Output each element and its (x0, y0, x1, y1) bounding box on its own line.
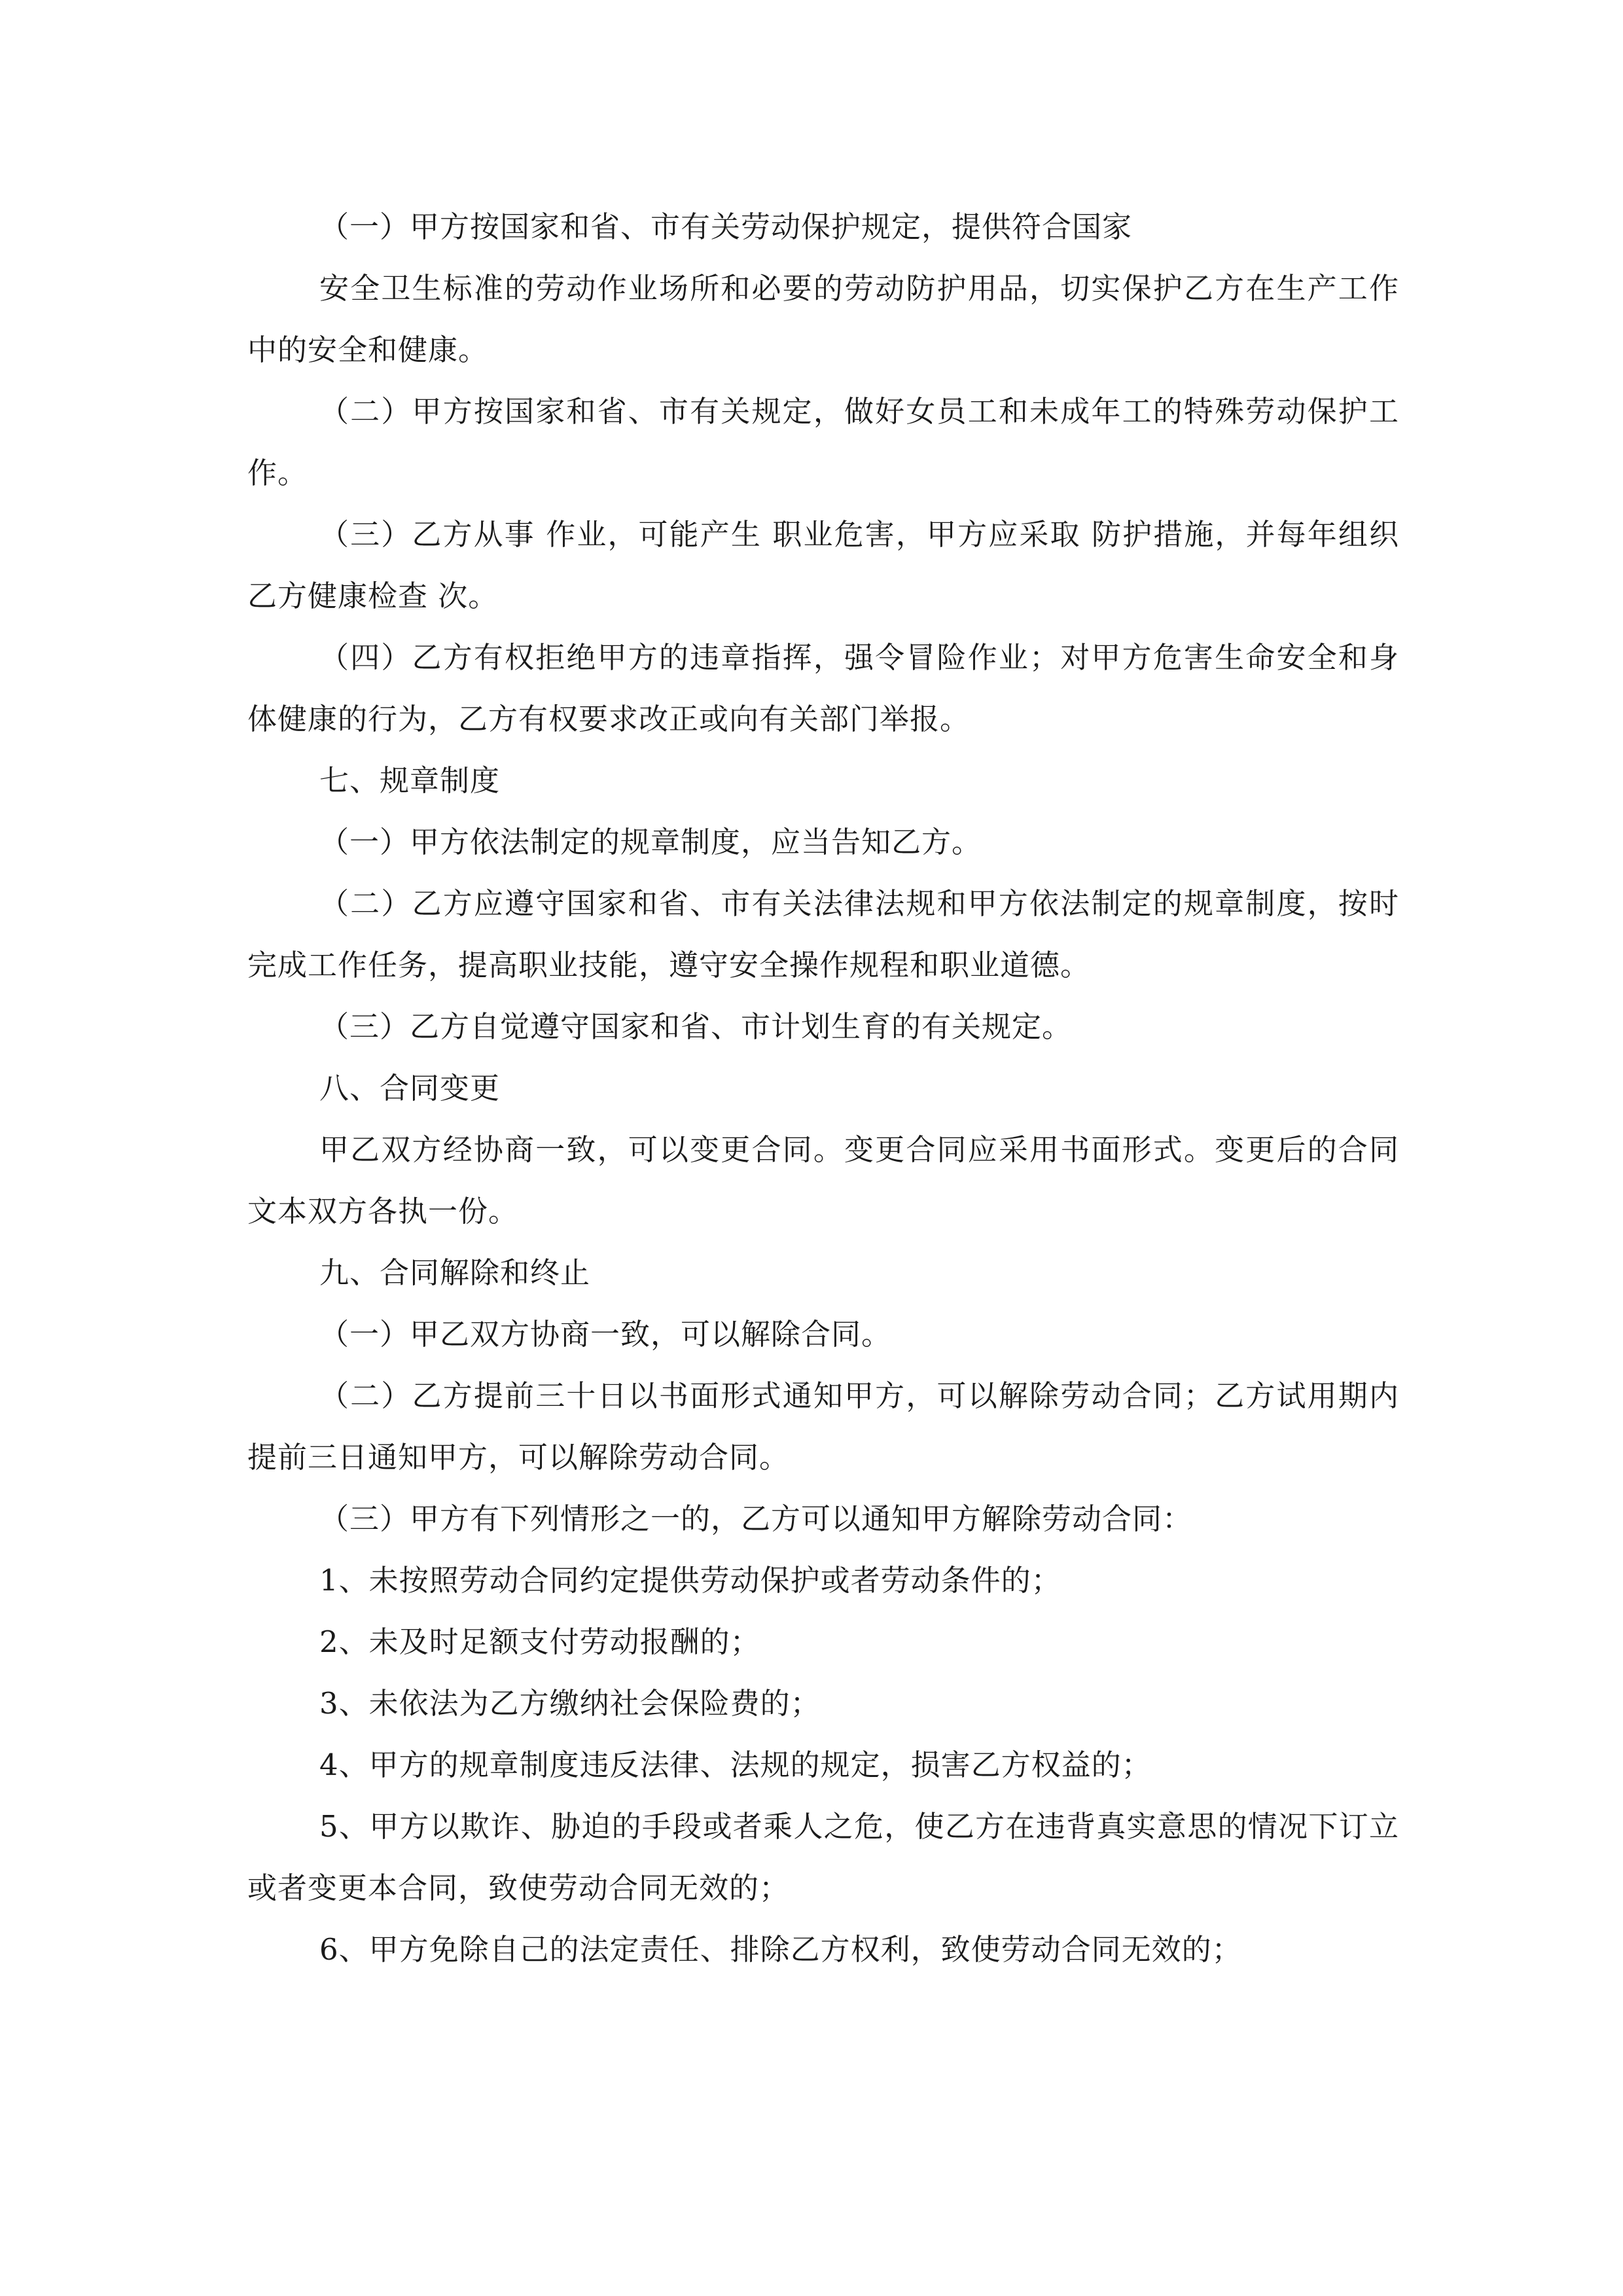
section-heading-rules: 七、规章制度 (319, 763, 501, 798)
clause-7-1: （一）甲方依法制定的规章制度，应当告知乙方。 (319, 825, 982, 859)
clause-8-body: 甲乙双方经协商一致，可以变更合同。变更合同应采用书面形式。变更后的合同文本双方各执一份。 (247, 1132, 1399, 1229)
clause-9-3: （三）甲方有下列情形之一的，乙方可以通知甲方解除劳动合同： (319, 1501, 1193, 1536)
list-item-1: 1、未按照劳动合同约定提供劳动保护或者劳动条件的； (319, 1563, 1061, 1598)
clause-6-2: （二）甲方按国家和省、市有关规定，做好女员工和未成年工的特殊劳动保护工作。 (247, 394, 1399, 490)
clause-7-3: （三）乙方自觉遵守国家和省、市计划生育的有关规定。 (319, 1009, 1073, 1044)
clause-9-2: （二）乙方提前三十日以书面形式通知甲方，可以解除劳动合同；乙方试用期内提前三日通知甲方，可以解除劳动合同。 (247, 1378, 1399, 1475)
document-page (247, 196, 1399, 1981)
section-heading-contract-change: 八、合同变更 (319, 1071, 501, 1105)
clause-6-1-part2: 安全卫生标准的劳动作业场所和必要的劳动防护用品，切实保护乙方在生产工作中的安全和健康。 (247, 271, 1399, 367)
list-item-3: 3、未依法为乙方缴纳社会保险费的； (319, 1686, 821, 1721)
list-item-4: 4、甲方的规章制度违反法律、法规的规定，损害乙方权益的； (319, 1748, 1152, 1782)
clause-9-1: （一）甲乙双方协商一致，可以解除合同。 (319, 1317, 892, 1352)
clause-6-3: （三）乙方从事 作业，可能产生 职业危害，甲方应采取 防护措施，并每年组织乙方健康检查 次。 (247, 517, 1399, 613)
list-item-2: 2、未及时足额支付劳动报酬的； (319, 1624, 760, 1659)
clause-6-4: （四）乙方有权拒绝甲方的违章指挥，强令冒险作业；对甲方危害生命安全和身体健康的行为，乙方有权要求改正或向有关部门举报。 (247, 640, 1399, 736)
clause-6-1-part1: （一）甲方按国家和省、市有关劳动保护规定，提供符合国家 (319, 209, 1133, 244)
list-item-5: 5、甲方以欺诈、胁迫的手段或者乘人之危，使乙方在违背真实意思的情况下订立或者变更本合同，致使劳动合同无效的； (247, 1809, 1399, 1905)
clause-7-2: （二）乙方应遵守国家和省、市有关法律法规和甲方依法制定的规章制度，按时完成工作任务，提高职业技能，遵守安全操作规程和职业道德。 (247, 886, 1399, 982)
section-heading-termination: 九、合同解除和终止 (319, 1255, 591, 1290)
list-item-6: 6、甲方免除自己的法定责任、排除乙方权利，致使劳动合同无效的； (319, 1932, 1242, 1967)
